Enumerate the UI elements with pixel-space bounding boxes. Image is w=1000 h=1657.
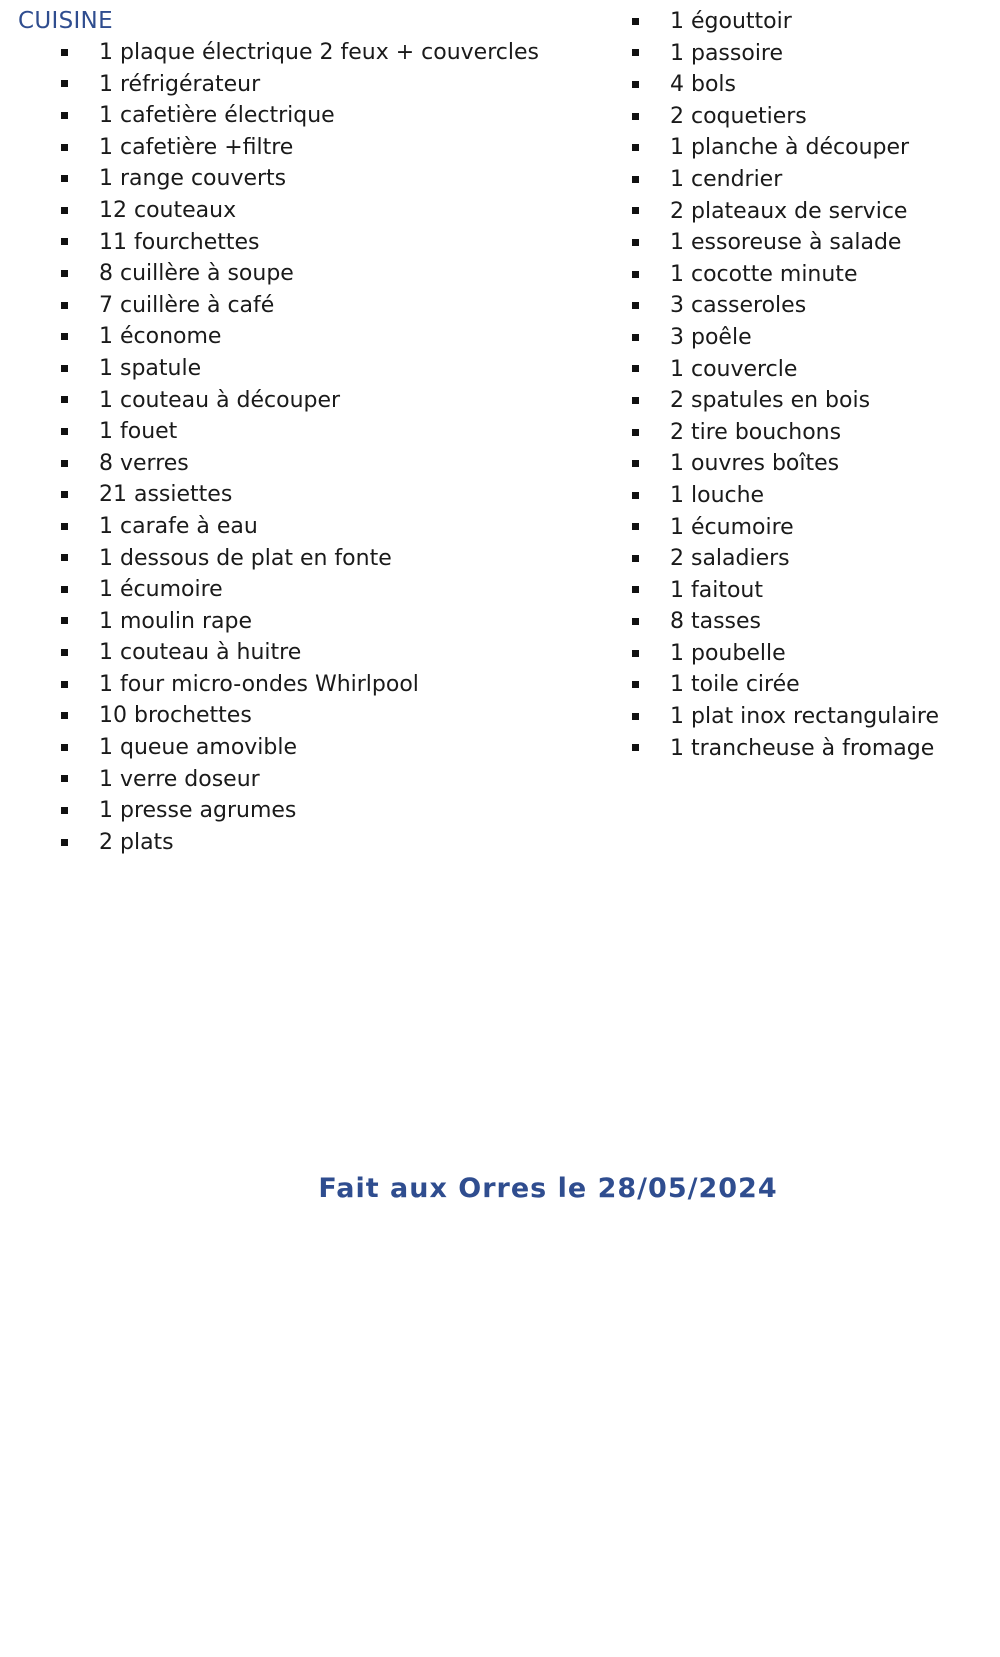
square-bullet-icon xyxy=(632,586,639,593)
list-item-label: 1 cocotte minute xyxy=(670,261,858,287)
list-item-label: 1 réfrigérateur xyxy=(99,71,261,97)
list-item xyxy=(570,354,1000,386)
list-item xyxy=(570,512,1000,544)
list-item xyxy=(0,290,600,322)
list-item-label: 11 fourchettes xyxy=(99,229,260,255)
square-bullet-icon xyxy=(61,144,68,151)
list-item xyxy=(570,101,1000,133)
list-item-label: 2 coquetiers xyxy=(670,103,807,129)
square-bullet-icon xyxy=(61,428,68,435)
square-bullet-icon xyxy=(61,112,68,119)
list-item xyxy=(0,385,600,417)
list-item-label: 2 tire bouchons xyxy=(670,419,842,445)
square-bullet-icon xyxy=(632,397,639,404)
list-item xyxy=(0,700,600,732)
square-bullet-icon xyxy=(61,396,68,403)
square-bullet-icon xyxy=(61,807,68,814)
list-item xyxy=(570,6,1000,38)
list-item-label: 1 égouttoir xyxy=(670,9,792,34)
square-bullet-icon xyxy=(61,238,68,245)
square-bullet-icon xyxy=(61,302,68,309)
list-item-label: 1 louche xyxy=(670,482,765,508)
square-bullet-icon xyxy=(632,555,639,562)
square-bullet-icon xyxy=(632,429,639,436)
list-item-label: 1 écumoire xyxy=(99,577,223,603)
list-item-label: 1 couteau à huitre xyxy=(99,640,302,666)
square-bullet-icon xyxy=(632,18,639,25)
square-bullet-icon xyxy=(632,113,639,120)
list-item-label: 12 couteaux xyxy=(99,197,237,223)
square-bullet-icon xyxy=(61,744,68,751)
list-item-label: 2 plateaux de service xyxy=(670,198,908,224)
list-item xyxy=(570,543,1000,575)
list-item xyxy=(570,733,1000,765)
list-item-label: 1 passoire xyxy=(670,40,784,66)
list-item-label: 1 plaque électrique 2 feux + couvercles xyxy=(99,40,539,65)
list-item-label: 1 range couverts xyxy=(99,166,287,192)
square-bullet-icon xyxy=(61,175,68,182)
list-item-label: 1 toile cirée xyxy=(670,672,800,698)
list-item-label: 1 poubelle xyxy=(670,640,786,666)
list-item-label: 1 verre doseur xyxy=(99,766,260,792)
list-item xyxy=(0,732,600,764)
list-item xyxy=(570,480,1000,512)
list-item-label: 1 planche à découper xyxy=(670,135,910,161)
list-item xyxy=(0,132,600,164)
right-item-list xyxy=(570,6,1000,764)
list-item xyxy=(570,638,1000,670)
list-item xyxy=(570,69,1000,101)
list-item-label: 1 économe xyxy=(99,324,222,350)
square-bullet-icon xyxy=(632,334,639,341)
list-item xyxy=(0,795,600,827)
square-bullet-icon xyxy=(632,681,639,688)
list-item-label: 8 verres xyxy=(99,450,189,476)
list-item-label: 1 couvercle xyxy=(670,356,798,382)
list-item xyxy=(570,322,1000,354)
list-item xyxy=(570,290,1000,322)
list-item xyxy=(0,321,600,353)
list-item-label: 1 plat inox rectangulaire xyxy=(670,704,939,730)
list-item xyxy=(0,764,600,796)
list-item-label: 1 trancheuse à fromage xyxy=(670,735,935,761)
list-item-label: 1 essoreuse à salade xyxy=(670,230,902,256)
list-item-label: 1 couteau à découper xyxy=(99,387,341,413)
list-item xyxy=(0,37,600,69)
square-bullet-icon xyxy=(632,744,639,751)
list-item xyxy=(0,195,600,227)
square-bullet-icon xyxy=(61,523,68,530)
list-item xyxy=(0,416,600,448)
list-item xyxy=(570,385,1000,417)
list-item xyxy=(0,606,600,638)
list-item xyxy=(0,69,600,101)
square-bullet-icon xyxy=(61,80,68,87)
list-item xyxy=(0,543,600,575)
square-bullet-icon xyxy=(632,492,639,499)
list-item-label: 1 faitout xyxy=(670,577,763,603)
square-bullet-icon xyxy=(632,271,639,278)
list-item-label: 1 cafetière +filtre xyxy=(99,134,294,160)
list-item-label: 1 dessous de plat en fonte xyxy=(99,545,392,571)
left-item-list xyxy=(0,37,600,858)
list-item-label: 1 écumoire xyxy=(670,514,794,540)
list-item-label: 3 poêle xyxy=(670,324,752,350)
list-item xyxy=(0,574,600,606)
square-bullet-icon xyxy=(632,81,639,88)
list-item-label: 4 bols xyxy=(670,72,736,98)
list-item-label: 1 ouvres boîtes xyxy=(670,451,840,477)
square-bullet-icon xyxy=(61,586,68,593)
square-bullet-icon xyxy=(61,270,68,277)
list-item-label: 1 moulin rape xyxy=(99,608,253,634)
list-item-label: 1 cafetière électrique xyxy=(99,103,335,129)
list-item xyxy=(570,606,1000,638)
square-bullet-icon xyxy=(61,460,68,467)
square-bullet-icon xyxy=(61,712,68,719)
square-bullet-icon xyxy=(61,49,68,56)
square-bullet-icon xyxy=(632,460,639,467)
list-item xyxy=(0,511,600,543)
list-item xyxy=(570,669,1000,701)
list-item-label: 1 cendrier xyxy=(670,166,783,192)
square-bullet-icon xyxy=(61,491,68,498)
list-item xyxy=(570,196,1000,228)
list-item-label: 7 cuillère à café xyxy=(99,292,275,318)
list-item-label: 8 cuillère à soupe xyxy=(99,261,294,287)
signature-line: Fait aux Orres le 28/05/2024 xyxy=(318,1173,778,1204)
square-bullet-icon xyxy=(61,365,68,372)
list-item xyxy=(0,669,600,701)
list-item-label: 2 spatules en bois xyxy=(670,388,871,414)
list-item xyxy=(570,227,1000,259)
list-item xyxy=(0,100,600,132)
square-bullet-icon xyxy=(632,302,639,309)
list-item xyxy=(0,353,600,385)
square-bullet-icon xyxy=(632,523,639,530)
list-item xyxy=(0,637,600,669)
square-bullet-icon xyxy=(632,207,639,214)
list-item xyxy=(0,163,600,195)
list-item-label: 1 presse agrumes xyxy=(99,798,297,824)
square-bullet-icon xyxy=(61,649,68,656)
square-bullet-icon xyxy=(61,333,68,340)
list-item xyxy=(570,38,1000,70)
list-item xyxy=(570,417,1000,449)
list-item-label: 21 assiettes xyxy=(99,482,233,508)
square-bullet-icon xyxy=(632,176,639,183)
list-item xyxy=(0,227,600,259)
list-item-label: 1 carafe à eau xyxy=(99,513,258,539)
list-item xyxy=(570,448,1000,480)
list-item xyxy=(0,479,600,511)
list-item xyxy=(0,448,600,480)
list-item-label: 1 fouet xyxy=(99,419,178,445)
list-item xyxy=(0,258,600,290)
list-item xyxy=(570,132,1000,164)
square-bullet-icon xyxy=(632,650,639,657)
list-item-label: 3 casseroles xyxy=(670,293,807,319)
list-item-label: 8 tasses xyxy=(670,609,762,635)
square-bullet-icon xyxy=(632,618,639,625)
square-bullet-icon xyxy=(632,365,639,372)
square-bullet-icon xyxy=(61,681,68,688)
list-item-label: 10 brochettes xyxy=(99,703,252,729)
list-item xyxy=(570,164,1000,196)
square-bullet-icon xyxy=(61,207,68,214)
square-bullet-icon xyxy=(632,239,639,246)
list-item xyxy=(570,259,1000,291)
square-bullet-icon xyxy=(61,839,68,846)
square-bullet-icon xyxy=(632,713,639,720)
list-item-label: 1 four micro-ondes Whirlpool xyxy=(99,671,419,697)
square-bullet-icon xyxy=(61,554,68,561)
list-item xyxy=(0,827,600,859)
list-item xyxy=(570,701,1000,733)
list-item-label: 1 queue amovible xyxy=(99,735,298,761)
list-item-label: 2 saladiers xyxy=(670,546,790,572)
square-bullet-icon xyxy=(61,775,68,782)
list-item-label: 1 spatule xyxy=(99,355,202,381)
square-bullet-icon xyxy=(632,49,639,56)
list-item xyxy=(570,575,1000,607)
list-item-label: 2 plats xyxy=(99,829,174,855)
square-bullet-icon xyxy=(61,617,68,624)
section-title: CUISINE xyxy=(18,8,113,34)
square-bullet-icon xyxy=(632,144,639,151)
